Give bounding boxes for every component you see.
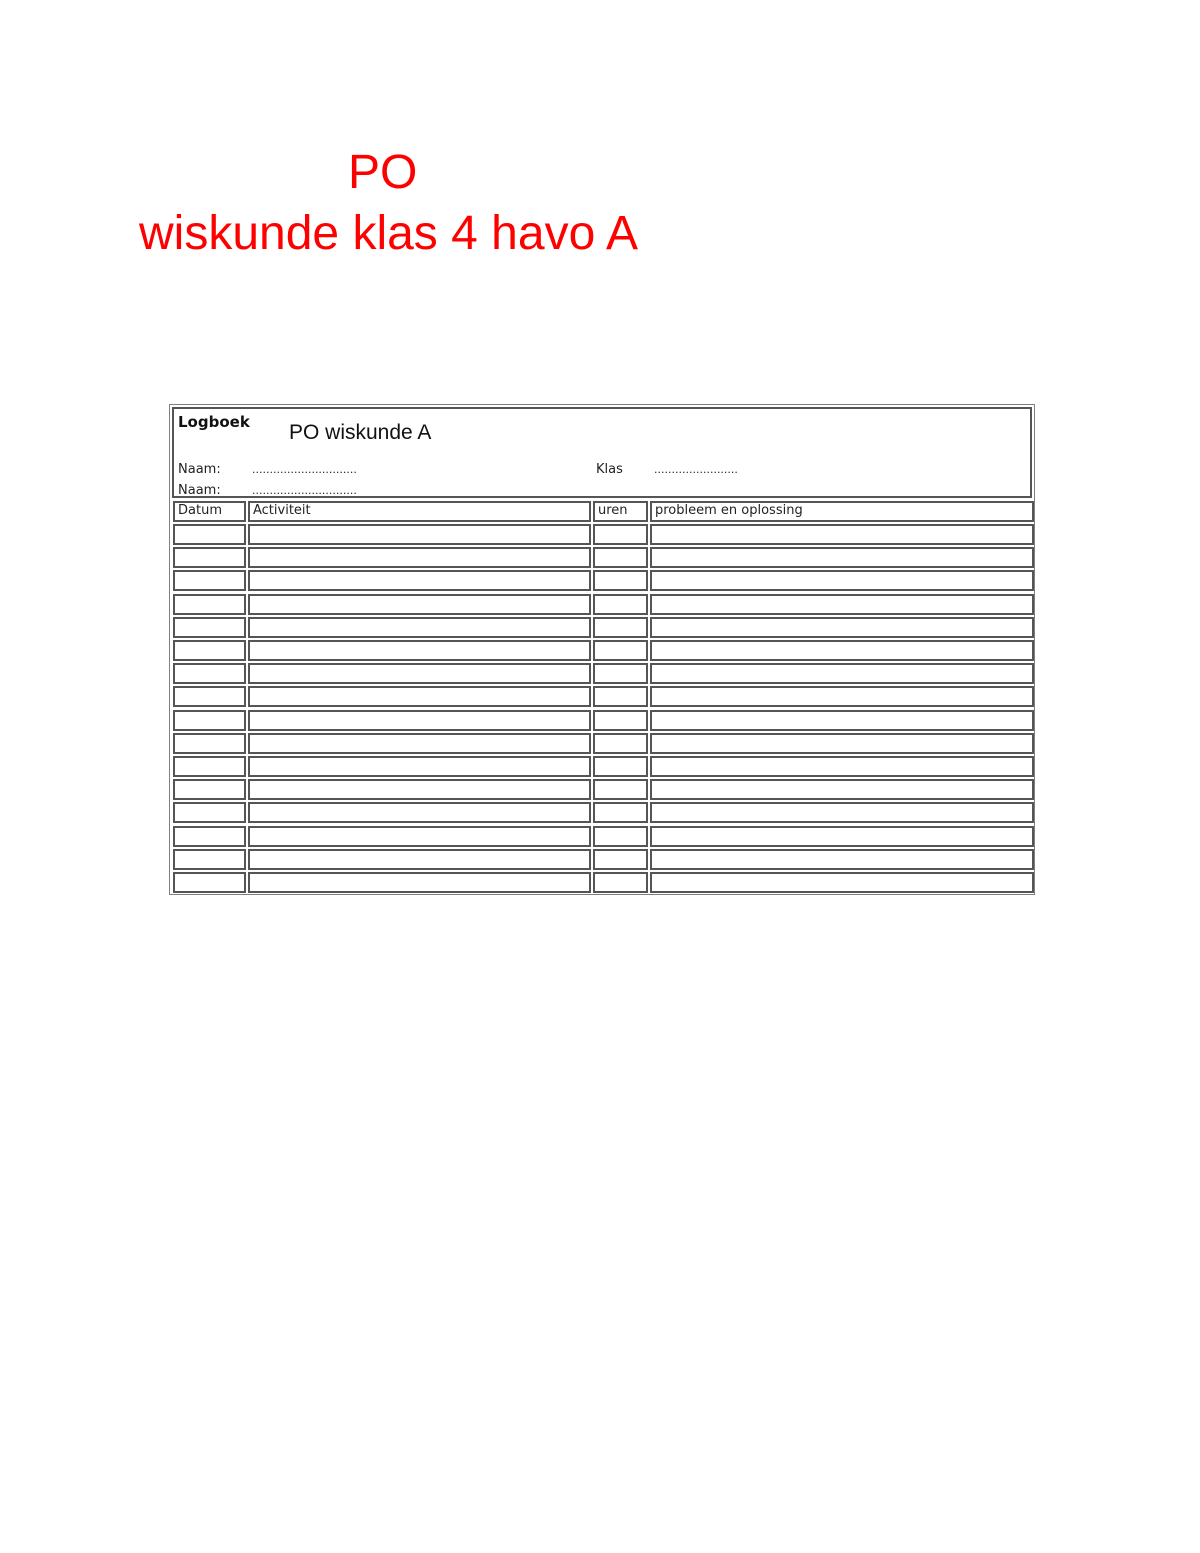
table-cell-activiteit[interactable]	[248, 756, 591, 777]
table-cell-activiteit[interactable]	[248, 849, 591, 870]
table-cell-uren[interactable]	[593, 547, 648, 568]
table-cell-probleem[interactable]	[650, 826, 1034, 847]
table-cell-activiteit[interactable]	[248, 640, 591, 661]
table-cell-probleem[interactable]	[650, 733, 1034, 754]
table-cell-uren[interactable]	[593, 872, 648, 893]
class-label: Klas	[596, 462, 623, 477]
column-header-datum: Datum	[173, 501, 246, 522]
table-cell-activiteit[interactable]	[248, 570, 591, 591]
table-cell-datum[interactable]	[173, 826, 246, 847]
table-cell-probleem[interactable]	[650, 640, 1034, 661]
table-cell-datum[interactable]	[173, 733, 246, 754]
logbook-table	[172, 500, 1032, 892]
page-title-line-1: PO	[348, 146, 418, 199]
table-cell-activiteit[interactable]	[248, 733, 591, 754]
table-cell-probleem[interactable]	[650, 849, 1034, 870]
table-cell-activiteit[interactable]	[248, 617, 591, 638]
table-cell-uren[interactable]	[593, 663, 648, 684]
table-cell-probleem[interactable]	[650, 524, 1034, 545]
table-cell-uren[interactable]	[593, 733, 648, 754]
table-cell-activiteit[interactable]	[248, 872, 591, 893]
table-cell-probleem[interactable]	[650, 756, 1034, 777]
table-cell-activiteit[interactable]	[248, 663, 591, 684]
table-cell-datum[interactable]	[173, 617, 246, 638]
name-label-2: Naam:	[178, 483, 221, 498]
name-label-1: Naam:	[178, 462, 221, 477]
table-cell-probleem[interactable]	[650, 547, 1034, 568]
table-cell-activiteit[interactable]	[248, 547, 591, 568]
table-cell-activiteit[interactable]	[248, 802, 591, 823]
table-cell-uren[interactable]	[593, 524, 648, 545]
table-cell-uren[interactable]	[593, 756, 648, 777]
table-cell-activiteit[interactable]	[248, 710, 591, 731]
table-cell-datum[interactable]	[173, 872, 246, 893]
table-cell-probleem[interactable]	[650, 663, 1034, 684]
table-cell-uren[interactable]	[593, 570, 648, 591]
table-cell-activiteit[interactable]	[248, 779, 591, 800]
table-cell-probleem[interactable]	[650, 802, 1034, 823]
table-cell-uren[interactable]	[593, 849, 648, 870]
column-header-probleem: probleem en oplossing	[650, 501, 1034, 522]
table-cell-uren[interactable]	[593, 710, 648, 731]
table-cell-uren[interactable]	[593, 802, 648, 823]
logbook-label: Logboek	[178, 413, 250, 431]
table-cell-datum[interactable]	[173, 802, 246, 823]
table-cell-datum[interactable]	[173, 663, 246, 684]
table-cell-activiteit[interactable]	[248, 594, 591, 615]
class-field[interactable]: ........................	[654, 463, 738, 476]
table-cell-uren[interactable]	[593, 617, 648, 638]
logbook-header	[172, 407, 1032, 498]
table-cell-uren[interactable]	[593, 686, 648, 707]
table-cell-probleem[interactable]	[650, 617, 1034, 638]
table-cell-datum[interactable]	[173, 686, 246, 707]
table-cell-datum[interactable]	[173, 570, 246, 591]
column-header-activiteit: Activiteit	[248, 501, 591, 522]
table-cell-activiteit[interactable]	[248, 524, 591, 545]
table-cell-probleem[interactable]	[650, 872, 1034, 893]
table-cell-uren[interactable]	[593, 779, 648, 800]
name-field-2[interactable]: ..............................	[252, 484, 357, 497]
table-cell-activiteit[interactable]	[248, 826, 591, 847]
logbook-form	[169, 404, 1035, 895]
logbook-title: PO wiskunde A	[289, 421, 432, 444]
table-cell-probleem[interactable]	[650, 779, 1034, 800]
column-header-uren: uren	[593, 501, 648, 522]
table-cell-datum[interactable]	[173, 547, 246, 568]
table-cell-datum[interactable]	[173, 524, 246, 545]
table-cell-uren[interactable]	[593, 640, 648, 661]
table-cell-probleem[interactable]	[650, 686, 1034, 707]
table-cell-datum[interactable]	[173, 849, 246, 870]
table-cell-datum[interactable]	[173, 710, 246, 731]
name-field-1[interactable]: ..............................	[252, 463, 357, 476]
page-title-line-2: wiskunde klas 4 havo A	[139, 207, 638, 260]
table-cell-probleem[interactable]	[650, 594, 1034, 615]
table-cell-uren[interactable]	[593, 594, 648, 615]
table-cell-probleem[interactable]	[650, 710, 1034, 731]
table-cell-activiteit[interactable]	[248, 686, 591, 707]
table-cell-datum[interactable]	[173, 594, 246, 615]
table-cell-datum[interactable]	[173, 779, 246, 800]
table-cell-datum[interactable]	[173, 640, 246, 661]
table-cell-datum[interactable]	[173, 756, 246, 777]
table-cell-probleem[interactable]	[650, 570, 1034, 591]
table-cell-uren[interactable]	[593, 826, 648, 847]
